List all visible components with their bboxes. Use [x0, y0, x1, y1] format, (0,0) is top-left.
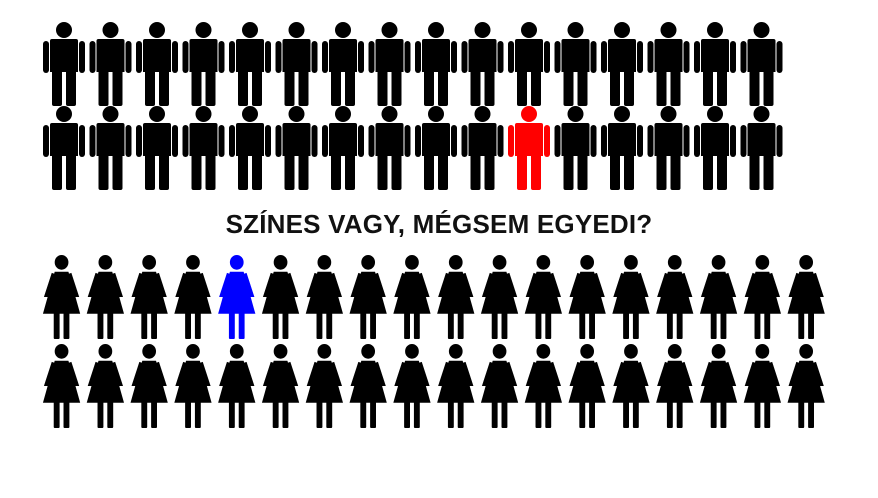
man-icon [369, 106, 411, 190]
woman-icon [437, 255, 474, 339]
woman-icon [43, 344, 80, 428]
woman-icon [525, 344, 562, 428]
man-icon [229, 22, 271, 106]
man-icon [229, 106, 271, 190]
woman-icon [569, 344, 606, 428]
woman-icon [437, 344, 474, 428]
woman-icon [656, 344, 693, 428]
woman-icon [87, 344, 124, 428]
woman-icon [744, 344, 781, 428]
woman-icon [174, 344, 211, 428]
man-icon [415, 22, 457, 106]
man-icon [648, 106, 690, 190]
woman-icon [131, 344, 168, 428]
woman-icon [306, 344, 343, 428]
man-icon [415, 106, 457, 190]
woman-icon [306, 255, 343, 339]
woman-icon [788, 255, 825, 339]
man-icon [276, 22, 318, 106]
man-icon [369, 22, 411, 106]
man-icon [694, 22, 736, 106]
woman-icon [393, 344, 430, 428]
man-icon [90, 22, 132, 106]
woman-icon [350, 344, 387, 428]
woman-icon [87, 255, 124, 339]
man-icon [136, 22, 178, 106]
man-icon [462, 106, 504, 190]
female-crowd [43, 255, 825, 428]
woman-icon [481, 344, 518, 428]
woman-icon [393, 255, 430, 339]
man-icon [183, 22, 225, 106]
man-icon [508, 22, 550, 106]
headline: SZÍNES VAGY, MÉGSEM EGYEDI? [225, 209, 653, 239]
man-icon [694, 106, 736, 190]
man-icon [43, 22, 85, 106]
woman-icon [525, 255, 562, 339]
red-man-icon [508, 106, 550, 190]
man-icon [90, 106, 132, 190]
man-icon [322, 106, 364, 190]
man-icon [741, 106, 783, 190]
man-icon [136, 106, 178, 190]
woman-icon [481, 255, 518, 339]
woman-icon [262, 344, 299, 428]
woman-icon [43, 255, 80, 339]
man-icon [648, 22, 690, 106]
woman-icon [788, 344, 825, 428]
woman-icon [218, 344, 255, 428]
man-icon [462, 22, 504, 106]
male-crowd [43, 22, 783, 190]
woman-icon [700, 344, 737, 428]
woman-icon [612, 344, 649, 428]
woman-icon [174, 255, 211, 339]
man-icon [601, 22, 643, 106]
woman-icon [131, 255, 168, 339]
man-icon [555, 22, 597, 106]
man-icon [741, 22, 783, 106]
woman-icon [262, 255, 299, 339]
woman-icon [569, 255, 606, 339]
man-icon [601, 106, 643, 190]
woman-icon [744, 255, 781, 339]
man-icon [276, 106, 318, 190]
blue-woman-icon [218, 255, 255, 339]
woman-icon [350, 255, 387, 339]
woman-icon [700, 255, 737, 339]
woman-icon [612, 255, 649, 339]
man-icon [43, 106, 85, 190]
man-icon [322, 22, 364, 106]
man-icon [183, 106, 225, 190]
woman-icon [656, 255, 693, 339]
man-icon [555, 106, 597, 190]
